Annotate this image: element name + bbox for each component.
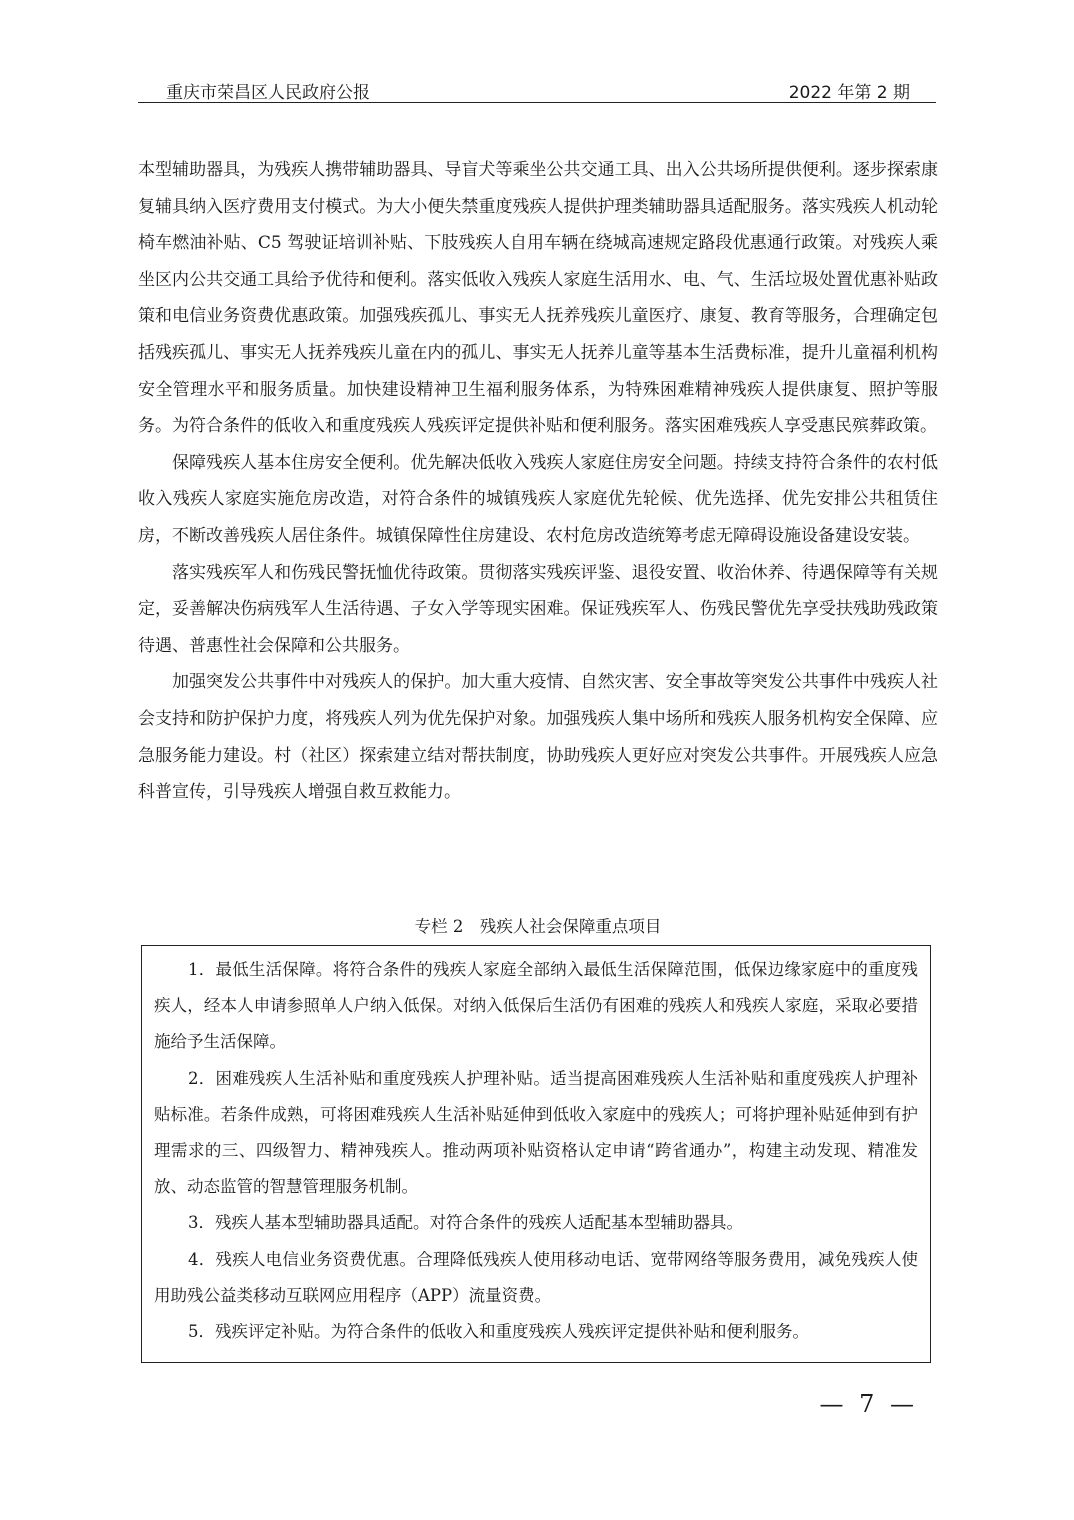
publication-title: 重庆市荣昌区人民政府公报 — [166, 83, 370, 103]
box-item: 1．最低生活保障。将符合条件的残疾人家庭全部纳入最低生活保障范围，低保边缘家庭中的重度残疾人，经本人申请参照单人户纳入低保。对纳入低保后生活仍有困难的残疾人和残疾人家庭，采取必要措施给予生活保障。 — [154, 960, 918, 1052]
box-item: 3．残疾人基本型辅助器具适配。对符合条件的残疾人适配基本型辅助器具。 — [188, 1213, 743, 1233]
box-item: 4．残疾人电信业务资费优惠。合理降低残疾人使用移动电话、宽带网络等服务费用，减免残疾人使用助残公益类移动互联网应用程序（APP）流量资费。 — [154, 1249, 918, 1305]
column-box-title: 专栏 2 残疾人社会保障重点项目 — [414, 917, 662, 936]
page-number: — 7 — — [819, 1390, 918, 1418]
column-box — [141, 945, 931, 1363]
body-text — [138, 152, 938, 811]
box-item: 5．残疾评定补贴。为符合条件的低收入和重度残疾人残疾评定提供补贴和便利服务。 — [188, 1322, 809, 1342]
paragraph-emergency: 加强突发公共事件中对残疾人的保护。加大重大疫情、自然灾害、安全事故等突发公共事件中残疾人社会支持和防护保护力度，将残疾人列为优先保护对象。加强残疾人集中场所和残疾人服务机构安全保障、应急服务能力建设。村（社区）探索建立结对帮扶制度，协助残疾人更好应对突发公共事件。开展残疾人应急科普宣传，引导残疾人增强自救互救能力。 — [138, 672, 938, 803]
issue-label: 2022 年第 2 期 — [788, 83, 910, 103]
paragraph-continued: 本型辅助器具，为残疾人携带辅助器具、导盲犬等乘坐公共交通工具、出入公共场所提供便利。逐步探索康复辅具纳入医疗费用支付模式。为大小便失禁重度残疾人提供护理类辅助器具适配服务。落实残疾人机动轮椅车燃油补贴、C5 驾驶证培训补贴、下肢残疾人自用车辆在绕城高速规定路段优惠通行政策。对残疾人乘坐区内公共交通工具给予优待和便利。落实低收入残疾人家庭生活用水、电、气、生活垃圾处置优惠补贴政策和电信业务资费优惠政策。加强残疾孤儿、事实无人抚养残疾儿童医疗、康复、教育等服务，合理确定包括残疾孤儿、事实无人抚养残疾儿童在内的孤儿、事实无人抚养儿童等基本生活费标准，提升儿童福利机构安全管理水平和服务质量。加快建设精神卫生福利服务体系，为特殊困难精神残疾人提供康复、照护等服务。为符合条件的低收入和重度残疾人残疾评定提供补贴和便利服务。落实困难残疾人享受惠民殡葬政策。 — [138, 160, 938, 437]
paragraph-veterans: 落实残疾军人和伤残民警抚恤优待政策。贯彻落实残疾评鉴、退役安置、收治休养、待遇保障等有关规定，妥善解决伤病残军人生活待遇、子女入学等现实困难。保证残疾军人、伤残民警优先享受扶残助残政策待遇、普惠性社会保障和公共服务。 — [138, 562, 938, 656]
box-item: 2．困难残疾人生活补贴和重度残疾人护理补贴。适当提高困难残疾人生活补贴和重度残疾人护理补贴标准。若条件成熟，可将困难残疾人生活补贴延伸到低收入家庭中的残疾人；可将护理补贴延伸到有护理需求的三、四级智力、精神残疾人。推动两项补贴资格认定申请“跨省通办”，构建主动发现、精准发放、动态监管的智慧管理服务机制。 — [154, 1068, 918, 1197]
paragraph-housing: 保障残疾人基本住房安全便利。优先解决低收入残疾人家庭住房安全问题。持续支持符合条件的农村低收入残疾人家庭实施危房改造，对符合条件的城镇残疾人家庭优先轮候、优先选择、优先安排公共租赁住房，不断改善残疾人居住条件。城镇保障性住房建设、农村危房改造统筹考虑无障碍设施设备建设安装。 — [138, 452, 938, 546]
page-header — [138, 76, 936, 103]
